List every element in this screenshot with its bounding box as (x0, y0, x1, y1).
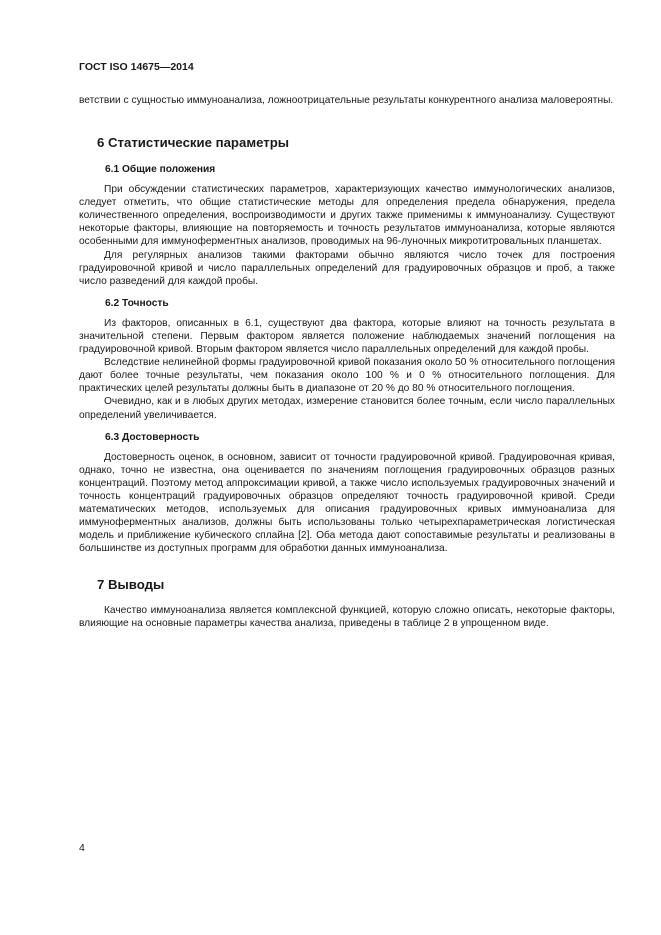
section-6-1-paragraph-1: При обсуждении статистических параметров, характеризующих качество иммунологических анализов, следует отметить, что общие статистические методы для определения предела обнаружения, предела количественного определения, воспроизводимости и других также применимы к иммуноанализу. Существуют некоторые факторы, влияющие на повторяемость и точность результатов иммуноанализа, которые являются особенными для иммуноферментных анализов, проводимых на 96-луночных микротитровальных планшетах. (79, 184, 615, 248)
section-7-paragraph-1: Качество иммуноанализа является комплексной функцией, которую сложно описать, некоторые факторы, влияющие на основные параметры качества анализа, приведены в таблице 2 в упрощенном виде. (79, 605, 615, 630)
section-6-2-paragraph-3: Очевидно, как и в любых других методах, измерение становится более точным, если число параллельных определений увеличивается. (79, 396, 615, 421)
section-6-2-paragraph-1: Из факторов, описанных в 6.1, существуют два фактора, которые влияют на точность результата в значительной степени. Первым фактором является положение наблюдаемых значений поглощения на градуировочной кривой. Вторым фактором является число параллельных определений для каждой пробы. (79, 317, 615, 356)
page-number: 4 (79, 842, 85, 854)
section-6-2-paragraph-2: Вследствие нелинейной формы градуировочной кривой показания около 50 % относительного поглощения дают более точные результаты, чем показания около 100 % и 0 % относительного поглощения. Для практических целей результаты должны быть в диапазоне от 20 % до 80 % относительного поглощения. (79, 357, 615, 395)
section-6-heading: 6 Статистические параметры (97, 135, 290, 151)
section-6-2-heading: 6.2 Точность (105, 297, 169, 309)
document-body (79, 94, 615, 631)
section-7-heading: 7 Выводы (97, 577, 165, 593)
document-header: ГОСТ ISO 14675—2014 (79, 61, 194, 73)
section-6-1-paragraph-2: Для регулярных анализов такими факторами обычно являются число точек для построения градуировочной кривой и число параллельных определений для градуировочных образцов и проб, а также число разведений для каждой пробы. (79, 249, 615, 287)
section-6-1-heading: 6.1 Общие положения (105, 164, 216, 176)
section-6-3-paragraph-1: Достоверность оценок, в основном, зависит от точности градуировочной кривой. Градуировочная кривая, однако, точно не известна, она оценивается по значениям поглощения градуировочных образцов разных концентраций. Поэтому метод аппроксимации кривой, а также число используемых градуировочных значений и точность концентраций градуировочных образцов определяют точность градуировочной кривой. Среди математических методов, используемых для описания градуировочных кривых иммуноанализа для иммуноферментных анализов, должны быть использованы только четырехпараметрическая логистическая модель и приближение кубического сплайна [2]. Оба метода дают сопоставимые результаты и реализованы в большинстве из доступных программ для обработки данных иммуноанализа. (79, 451, 615, 555)
intro-paragraph: ветствии с сущностью иммуноанализа, ложноотрицательные результаты конкурентного анализа маловероятны. (79, 95, 614, 106)
section-6-3-heading: 6.3 Достоверность (105, 431, 200, 443)
